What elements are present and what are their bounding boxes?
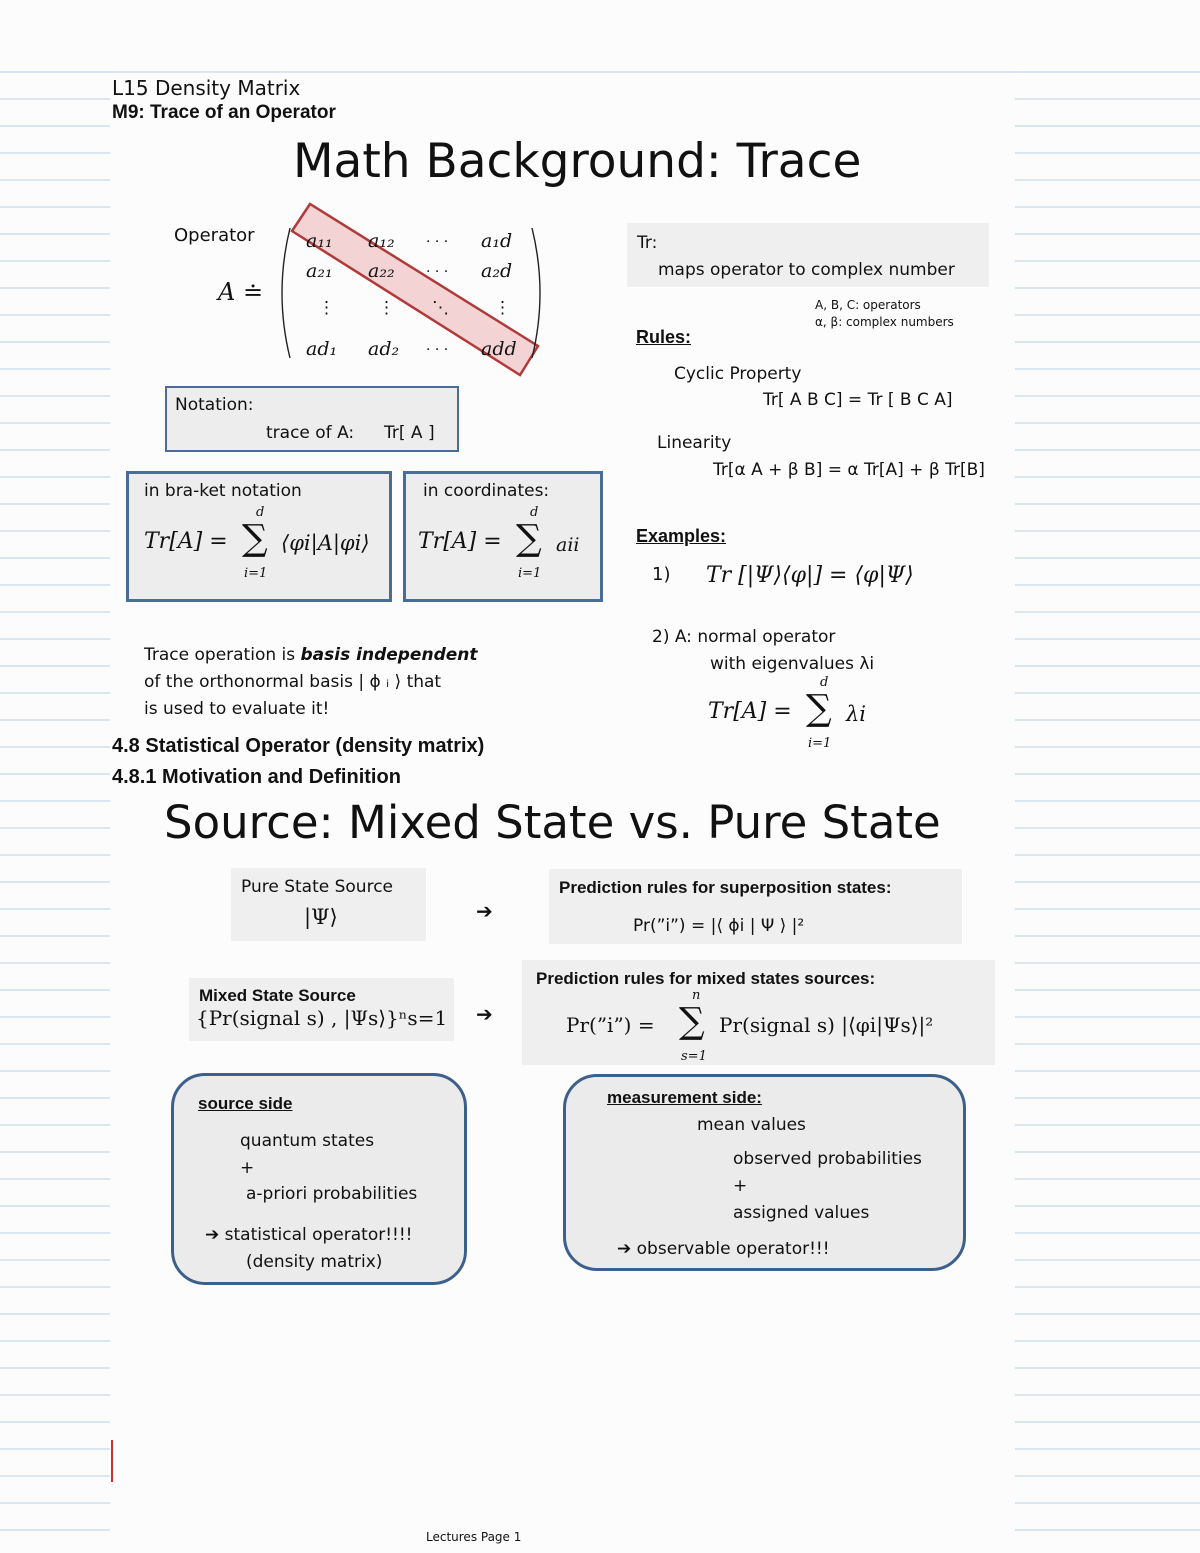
example2-sum-sign: ∑ bbox=[806, 688, 832, 729]
source-side-line5: (density matrix) bbox=[246, 1252, 383, 1272]
matrix-a1d: a₁d bbox=[481, 230, 513, 252]
example2-lhs: Tr[A] = bbox=[708, 699, 792, 724]
measurement-side-line5: ➔ observable operator!!! bbox=[617, 1239, 830, 1259]
linearity-expr: Tr[α A + β B] = α Tr[A] + β Tr[B] bbox=[713, 460, 985, 480]
mixed-state-label: Mixed State Source bbox=[199, 986, 356, 1005]
legend-operators: A, B, C: operators bbox=[815, 298, 921, 312]
basis-note-line3: is used to evaluate it! bbox=[144, 699, 330, 719]
tr-definition-text: maps operator to complex number bbox=[658, 260, 955, 280]
matrix-a2d: a₂d bbox=[481, 260, 513, 282]
examples-heading: Examples: bbox=[636, 526, 727, 546]
mixed-rules-upper: n bbox=[692, 988, 701, 1003]
mixed-state-expr: {Pr(signal s) , |Ψs⟩}ⁿs=1 bbox=[196, 1006, 448, 1030]
coord-lower: i=1 bbox=[518, 566, 542, 581]
example2-lower: i=1 bbox=[808, 736, 832, 751]
measurement-side-heading: measurement side: bbox=[607, 1088, 762, 1107]
linearity-label: Linearity bbox=[657, 433, 732, 453]
matrix-vdots-1: ⋮ bbox=[318, 298, 335, 318]
mixed-rules-sum-sign: ∑ bbox=[679, 1001, 705, 1042]
matrix-a12: a₁₂ bbox=[368, 230, 395, 252]
braket-lower: i=1 bbox=[244, 566, 268, 581]
notation-heading: Notation: bbox=[175, 395, 254, 415]
coord-heading: in coordinates: bbox=[423, 481, 550, 501]
matrix-hdots-3: · · · bbox=[426, 342, 449, 358]
coord-lhs: Tr[A] = bbox=[418, 529, 502, 554]
braket-heading: in bra-ket notation bbox=[144, 481, 302, 501]
source-side-line1: quantum states bbox=[240, 1131, 375, 1151]
mixed-rules-heading: Prediction rules for mixed states sources: bbox=[536, 969, 876, 988]
notation-text: trace of A: bbox=[266, 423, 355, 443]
left-paren bbox=[282, 228, 290, 358]
coord-rhs: aii bbox=[556, 534, 580, 556]
matrix-hdots-1: · · · bbox=[426, 234, 449, 250]
section-heading-4-8: 4.8 Statistical Operator (density matrix) bbox=[112, 735, 485, 757]
pure-state-label: Pure State Source bbox=[241, 877, 393, 897]
matrix-add: add bbox=[481, 338, 517, 360]
example2-upper: d bbox=[820, 675, 829, 690]
lecture-title: L15 Density Matrix bbox=[112, 76, 301, 100]
example1-expr: Tr [|Ψ⟩⟨φ|] = ⟨φ|Ψ⟩ bbox=[706, 563, 914, 588]
matrix-ad1: ad₁ bbox=[306, 338, 338, 360]
pure-state-expr: |Ψ⟩ bbox=[304, 905, 338, 929]
example2-line1: 2) A: normal operator bbox=[652, 627, 836, 647]
basis-note-line1: Trace operation is basis independent bbox=[144, 645, 478, 665]
measurement-side-line4: assigned values bbox=[733, 1203, 870, 1223]
cyclic-label: Cyclic Property bbox=[674, 364, 802, 384]
matrix-vdots-2: ⋮ bbox=[378, 298, 395, 318]
source-side-line2: + bbox=[240, 1158, 255, 1178]
section-heading-4-8-1: 4.8.1 Motivation and Definition bbox=[112, 766, 401, 788]
matrix-lhs: A ≐ bbox=[218, 278, 264, 306]
pure-rules-expr: Pr(”i”) = |⟨ ϕi | Ψ ⟩ |² bbox=[633, 916, 805, 936]
coord-sum-sign: ∑ bbox=[516, 518, 542, 559]
mixed-rules-lower: s=1 bbox=[681, 1049, 707, 1064]
arrow-icon-pure: ➔ bbox=[476, 899, 493, 923]
braket-rhs: ⟨φi|A|φi⟩ bbox=[281, 531, 370, 555]
matrix-a11: a₁₁ bbox=[306, 230, 333, 252]
mixed-rules-lhs: Pr(”i”) = bbox=[566, 1013, 655, 1037]
page-title-source: Source: Mixed State vs. Pure State bbox=[164, 796, 941, 849]
matrix-hdots-2: · · · bbox=[426, 264, 449, 280]
braket-sum-sign: ∑ bbox=[242, 518, 268, 559]
example2-rhs: λi bbox=[846, 702, 867, 726]
page-footer: Lectures Page 1 bbox=[426, 1530, 522, 1544]
braket-upper: d bbox=[256, 505, 265, 520]
example1-number: 1) bbox=[652, 564, 671, 585]
arrow-icon-mixed: ➔ bbox=[476, 1002, 493, 1026]
right-paren bbox=[532, 228, 540, 358]
operator-label: Operator bbox=[174, 225, 255, 246]
source-side-line3: a-priori probabilities bbox=[246, 1184, 418, 1204]
tr-label: Tr: bbox=[637, 233, 658, 253]
legend-complex: α, β: complex numbers bbox=[815, 315, 954, 329]
example2-line2: with eigenvalues λi bbox=[710, 654, 875, 674]
source-side-heading: source side bbox=[198, 1094, 293, 1113]
measurement-side-line3: + bbox=[733, 1176, 748, 1196]
measurement-side-line2: observed probabilities bbox=[733, 1149, 922, 1169]
rules-heading: Rules: bbox=[636, 327, 692, 347]
cyclic-expr: Tr[ A B C] = Tr [ B C A] bbox=[763, 390, 953, 410]
source-side-line4: ➔ statistical operator!!!! bbox=[205, 1225, 413, 1245]
matrix-a22: a₂₂ bbox=[368, 260, 395, 282]
measurement-side-line1: mean values bbox=[697, 1115, 806, 1135]
basis-note-line2: of the orthonormal basis | ϕ ᵢ ⟩ that bbox=[144, 672, 442, 692]
mixed-rules-rhs: Pr(signal s) |⟨φi|Ψs⟩|² bbox=[719, 1013, 934, 1037]
pure-rules-heading: Prediction rules for superposition states: bbox=[559, 878, 892, 897]
page-title-trace: Math Background: Trace bbox=[293, 134, 862, 189]
matrix-vdots-3: ⋮ bbox=[494, 298, 511, 318]
coord-upper: d bbox=[530, 505, 539, 520]
module-title: M9: Trace of an Operator bbox=[112, 102, 336, 123]
matrix-a21: a₂₁ bbox=[306, 260, 333, 282]
braket-lhs: Tr[A] = bbox=[144, 529, 228, 554]
matrix-ddots: ⋱ bbox=[432, 298, 449, 318]
notation-expr: Tr[ A ] bbox=[384, 423, 435, 443]
matrix-ad2: ad₂ bbox=[368, 338, 400, 360]
